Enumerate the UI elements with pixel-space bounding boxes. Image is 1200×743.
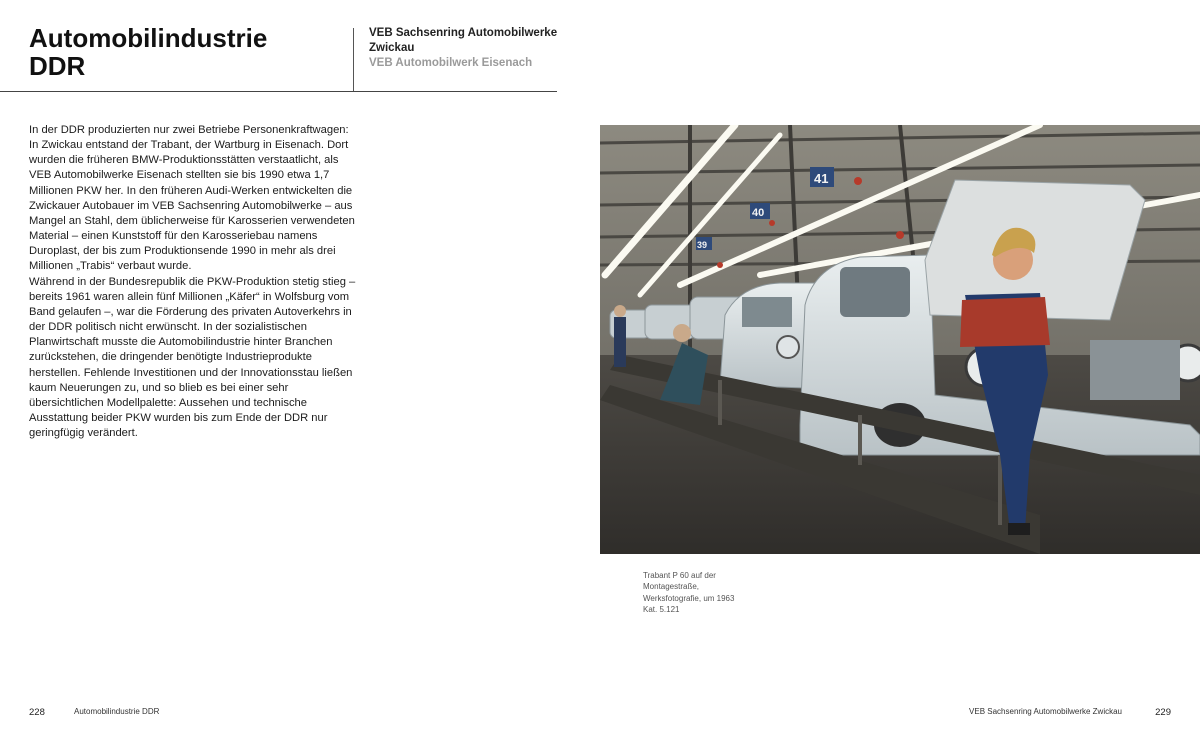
caption-line-1: Trabant P 60 auf der <box>643 571 716 580</box>
company-sachsenring-line1: VEB Sachsenring Automobilwerke <box>369 27 558 39</box>
caption-line-3: Werksfotografie, um 1963 <box>643 593 735 603</box>
caption-line-4: Kat. 5.121 <box>643 605 680 615</box>
sign-39: 39 <box>697 240 708 250</box>
footer-right-page-number: 229 <box>1155 707 1171 718</box>
body-text <box>29 123 359 441</box>
chapter-title-line2: DDR <box>29 51 86 81</box>
caption-line-2: Montagestraße, <box>643 582 700 592</box>
header-horizontal-rule <box>0 91 557 92</box>
footer-left-page-number: 228 <box>29 707 45 718</box>
sign-41: 41 <box>814 171 829 186</box>
body-paragraph-1: In der DDR produzierten nur zwei Betriebe Personenkraftwagen: In Zwickau entstand der Trabant, der Wartburg in Eisenach. Dort wurden die früheren BMW-Produktionsstätten verstaatlicht, als VEB Automobilwerke Eisenach stellten sie bis 1990 etwa 1,7 Millionen PKW her. In den früheren Audi-Werken entwickelten die Zwickauer Autobauer im VEB Sachsenring Automobilwerke – aus Mangel an Stahl, dem üblicherweise für Karosserien verwendeten Material – einen Kunststoff für den Karosseriebau namens Duroplast, der bis zum Produktionsende 1990 in mehr als drei Millionen „Trabis“ verbaut wurde. <box>29 124 355 273</box>
body-paragraph-2: Während in der Bundesrepublik die PKW-Produktion stetig stieg – bereits 1961 waren allein fünf Millionen „Käfer“ in Wolfsburg vom Band gelaufen –, war die Förderung des privaten Autoverkehrs in der DDR politisch nicht erwünscht. In der sozialistischen Planwirtschaft musste die Automobilindustrie hinter Branchen zurückstehen, die dringender benötigte Industrieprodukte herstellen. Fehlende Investitionen und der Innovationsstau ließen kaum Neuerungen zu, und so blieb es bei einer sehr übersichtlichen Modellpalette: Aussehen und technische Ausstattung beider PKW wurden bis zum Ende der DDR nur geringfügig verändert. <box>29 275 356 440</box>
chapter-title <box>29 24 339 80</box>
company-eisenach: VEB Automobilwerk Eisenach <box>369 57 533 69</box>
assembly-line-photo <box>600 125 1200 554</box>
sign-40: 40 <box>752 207 765 219</box>
footer-left-running-head: Automobilindustrie DDR <box>74 707 160 716</box>
company-sachsenring-line2: Zwickau <box>369 42 415 54</box>
chapter-title-line1: Automobilindustrie <box>29 23 268 53</box>
header-vertical-divider <box>353 28 354 91</box>
company-list <box>369 26 559 71</box>
photo-caption <box>643 570 803 616</box>
footer-right-running-head: VEB Sachsenring Automobilwerke Zwickau <box>969 707 1122 716</box>
